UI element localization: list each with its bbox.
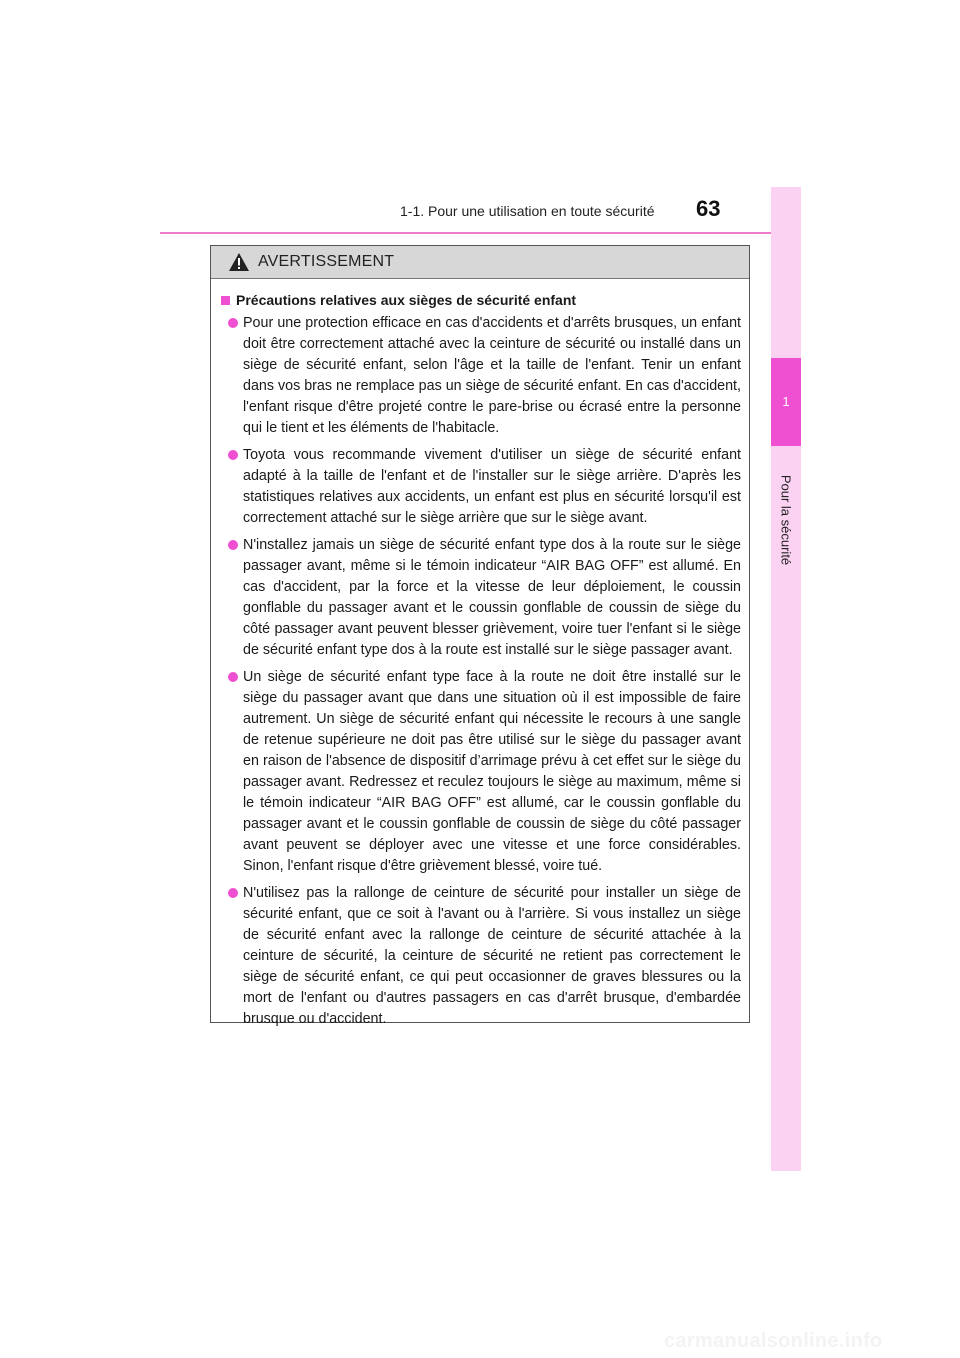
warning-body (211, 279, 749, 1030)
bullet-dot-icon (228, 540, 238, 550)
side-tab-chapter-number: 1 (771, 358, 801, 446)
list-item (221, 667, 741, 877)
list-item-text: Pour une protection efficace en cas d'accidents et d'arrêts brusques, un enfant doit être correctement attaché avec la ceinture de sécurité ou installé dans un siège de sécurité enfant, selon l'âge et la taille de l'enfant. Tenir un enfant dans vos bras ne remplace pas un siège de sécurité enfant. En cas d'accident, l'enfant risque d'être projeté contre le pare-brise ou écrasé entre la personne qui le tient et les éléments de l'habitacle. (243, 315, 741, 436)
warning-header (211, 246, 749, 279)
list-item (221, 445, 741, 529)
bullet-dot-icon (228, 672, 238, 682)
bullet-dot-icon (228, 888, 238, 898)
list-item-text: Un siège de sécurité enfant type face à la route ne doit être installé sur le siège du passager avant que dans une situation où il est impossible de faire autrement. Un siège de sécurité enfant qui nécessite le recours à une sangle de retenue supérieure ne doit pas être utilisé sur le siège du passager avant en raison de l'absence de dispositif d’arrimage prévu à cet effet sur le siège du passager avant. Redressez et reculez toujours le siège au maximum, même si le témoin indicateur “AIR BAG OFF” est allumé, car le coussin gonflable du passager avant et le coussin gonflable de coussin de siège du côté passager avant peuvent se déployer avec une vitesse et une force considérables. Sinon, l'enfant risque d'être grièvement blessé, voire tué. (243, 669, 741, 874)
square-bullet-icon (221, 296, 230, 305)
side-tab-label: Pour la sécurité (778, 474, 794, 566)
list-item (221, 883, 741, 1030)
warning-triangle-icon (228, 252, 250, 272)
warning-box (210, 245, 750, 1027)
chapter-header-title: 1-1. Pour une utilisation en toute sécurité (400, 203, 655, 219)
page-number: 63 (696, 196, 721, 221)
side-chapter-tab (771, 187, 801, 1171)
section-heading-text: Précautions relatives aux sièges de sécurité enfant (236, 292, 577, 308)
list-item-text: N'installez jamais un siège de sécurité enfant type dos à la route sur le siège passager avant, même si le témoin indicateur “AIR BAG OFF” est allumé. En cas d'accident, par la force et la vitesse de leur déploiement, le coussin gonflable du passager avant et le coussin gonflable de coussin de siège du côté passager avant peuvent blesser grièvement, voire tuer l'enfant si le siège de sécurité enfant type dos à la route est installé sur le siège passager avant. (243, 537, 741, 658)
list-item (221, 313, 741, 439)
list-item-text: N'utilisez pas la rallonge de ceinture de sécurité pour installer un siège de sécurité enfant, que ce soit à l'avant ou à l'arrière. Si vous installez un siège de sécurité enfant avec la rallonge de ceinture de sécurité attachée à la ceinture de sécurité, la ceinture de sécurité ne retient pas correctement le siège de sécurité enfant, ce qui peut occasionner de graves blessures ou la mort de l'enfant ou d'autres passagers en cas d'arrêt brusque, d'embardée brusque ou d'accident. (243, 885, 741, 1027)
header-divider (160, 232, 800, 234)
bullet-dot-icon (228, 450, 238, 460)
bullet-dot-icon (228, 318, 238, 328)
list-item-text: Toyota vous recommande vivement d'utiliser un siège de sécurité enfant adapté à la taille de l'enfant et de l'installer sur le siège arrière. D'après les statistiques relatives aux accidents, un enfant est plus en sécurité lorsqu'il est correctement attaché sur le siège arrière que sur le siège avant. (243, 447, 741, 526)
watermark-logo: carmanualsonline.info (664, 1330, 883, 1352)
section-heading (221, 292, 741, 308)
list-item (221, 535, 741, 661)
warning-title: AVERTISSEMENT (258, 253, 395, 270)
